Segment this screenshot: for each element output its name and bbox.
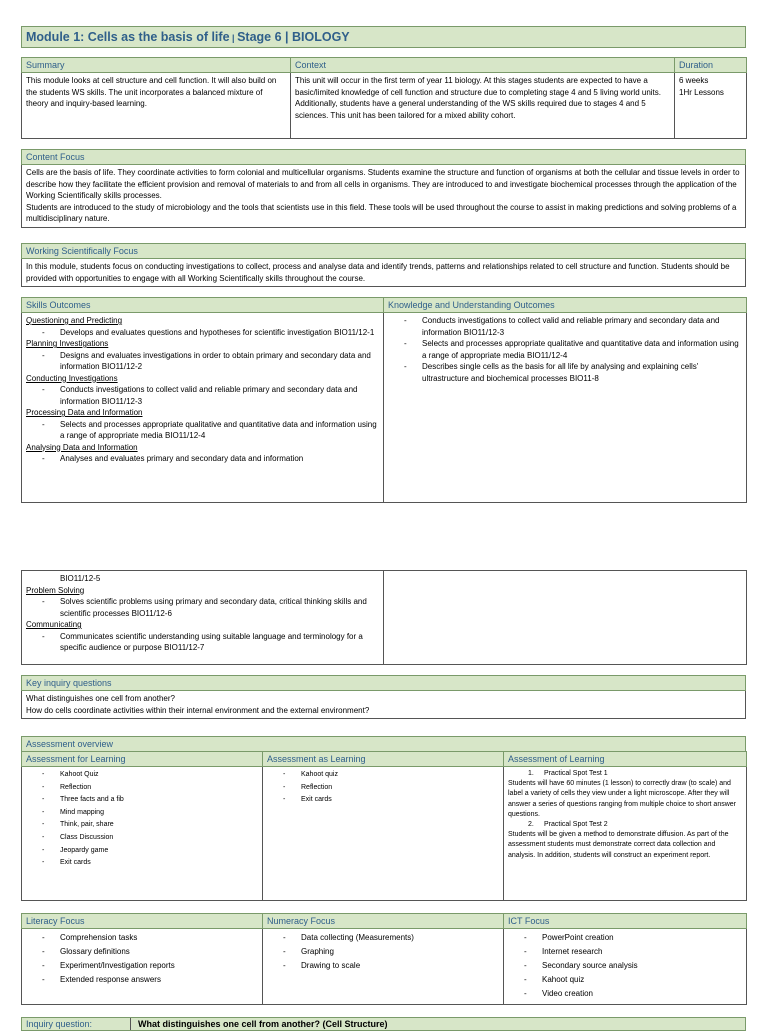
assessment-item: - Kahoot Quiz (26, 769, 258, 782)
duration-weeks: 6 weeks (679, 76, 709, 85)
inquiry-question: What distinguishes one cell from another? (26, 694, 175, 703)
inquiry-divider (130, 1018, 131, 1030)
assessment-as-heading: Assessment as Learning (263, 752, 504, 767)
skill-heading: Questioning and Predicting (26, 316, 123, 325)
summary-header: Summary (22, 58, 291, 73)
skill-heading: Planning Investigations (26, 339, 109, 348)
literacy-item: - Comprehension tasks (26, 931, 258, 945)
key-inquiry-section (21, 675, 746, 719)
title-separator: | (229, 33, 238, 43)
assessment-for-heading: Assessment for Learning (22, 752, 263, 767)
assessment-task-title: 1. Practical Spot Test 1 (508, 769, 742, 779)
context-header: Context (291, 58, 675, 73)
module-title: Module 1: Cells as the basis of life (26, 30, 230, 44)
literacy-focus-heading: Literacy Focus (22, 914, 263, 929)
content-focus-section (21, 149, 746, 228)
skill-heading: Analysing Data and Information (26, 442, 138, 452)
assessment-of-heading: Assessment of Learning (504, 752, 747, 767)
assessment-for-cell (22, 767, 263, 901)
assessment-section (21, 736, 746, 901)
assessment-item: - Class Discussion (26, 832, 258, 845)
stage-label: Stage 6 (237, 30, 282, 44)
skills-outcomes-cell (22, 313, 384, 503)
assessment-item: - Three facts and a fib (26, 794, 258, 807)
content-focus-body (21, 165, 746, 228)
inquiry-question: How do cells coordinate activities within their internal environment and the external environment? (26, 705, 370, 715)
page-title (21, 26, 746, 48)
ws-focus-section (21, 243, 746, 287)
assessment-item: - Jeopardy game (26, 845, 258, 858)
skills-outcomes-cell (22, 571, 384, 665)
assessment-item: - Reflection (26, 782, 258, 795)
skill-heading: Conducting Investigations (26, 373, 118, 383)
assessment-task-description: Students will be given a method to demonstrate diffusion. As part of the assessment students must demonstrate correct data collection and analysis. In addition, students will construct an experiment report. (508, 831, 729, 859)
summary-text: This module looks at cell structure and cell function. It will also build on the students WS skills. The unit incorporates a balanced mixture of theory and inquiry-based learning. (22, 73, 291, 139)
assessment-as-cell (263, 767, 504, 901)
duration-cell (675, 73, 747, 139)
ws-focus-heading: Working Scientifically Focus (21, 243, 746, 259)
literacy-item: - Experiment/Investigation reports (26, 959, 258, 973)
assessment-item: - Exit cards (267, 794, 499, 807)
assessment-task-description: Students will have 60 minutes (1 lesson) to correctly draw (to scale) and label a variety of cells they view under a light microscope. After they will answer a series of questions ranging from multiple choice to short answer questions. (508, 780, 736, 818)
assessment-task-title: 2. Practical Spot Test 2 (508, 820, 742, 830)
ws-focus-text: In this module, students focus on conducting investigations to collect, process and analyse data and identify trends, patterns and relationships related to cell structure and function. Students should be provided with opportunities to engage with all Working Scientifically skills throughout the course. (21, 259, 746, 287)
outcomes-continued-table (21, 570, 746, 665)
skill-outcome: - Designs and evaluates investigations in order to obtain primary and secondary data and information BIO11/12-2 (26, 350, 379, 373)
assessment-of-cell (504, 767, 747, 901)
outcomes-table (21, 297, 746, 503)
inquiry-question-text: What distinguishes one cell from another? (Cell Structure) (138, 1019, 388, 1029)
skill-outcome: - Selects and processes appropriate qualitative and quantitative data and information using a range of appropriate media BIO11/12-4 (26, 419, 379, 442)
ict-item: - Internet research (508, 945, 742, 959)
duration-lessons: 1Hr Lessons (679, 87, 724, 97)
assessment-item: - Think, pair, share (26, 819, 258, 832)
numeracy-item: - Data collecting (Measurements) (267, 931, 499, 945)
skill-heading: Processing Data and Information (26, 408, 143, 417)
subject-label: BIOLOGY (291, 30, 350, 44)
content-focus-heading: Content Focus (21, 149, 746, 165)
ict-focus-cell (504, 929, 747, 1005)
ku-outcomes-cell (384, 313, 747, 503)
content-focus-paragraph: Cells are the basis of life. They coordinate activities to form colonial and multicellular organisms. Students examine the structure and function of organisms at both the cellular and tissue levels in order to describe how they facilitate the efficient provision and removal of materials to and from all cells in organisms. They are introduced to and investigate biochemical processes through the application of the Working Scientifically skills processes. (26, 168, 740, 200)
ku-outcomes-heading: Knowledge and Understanding Outcomes (384, 298, 747, 313)
ict-item: - PowerPoint creation (508, 931, 742, 945)
assessment-item: - Kahoot quiz (267, 769, 499, 782)
numeracy-focus-cell (263, 929, 504, 1005)
context-text: This unit will occur in the first term of year 11 biology. At this stages students are expected to have a basic/limited knowledge of cell function and structure due to completing stage 4 and 5 living world units. Additionally, students have a general understanding of the WS skills required due to stages 4 and 5 sciences. This unit has been tailored for a mixed ability cohort. (291, 73, 675, 139)
numeracy-item: - Graphing (267, 945, 499, 959)
skill-outcome-cont: BIO11/12-5 (60, 574, 101, 583)
key-inquiry-heading: Key inquiry questions (21, 675, 746, 691)
assessment-item: - Mind mapping (26, 807, 258, 820)
literacy-item: - Glossary definitions (26, 945, 258, 959)
ku-outcome: - Describes single cells as the basis for all life by analysing and explaining cells' ultrastructure and biochemical processes BIO11-8 (388, 361, 742, 384)
summary-table (21, 57, 746, 139)
skill-outcome: - Analyses and evaluates primary and secondary data and information (26, 453, 379, 465)
assessment-item: - Exit cards (26, 857, 258, 870)
inquiry-question-label: Inquiry question: (26, 1019, 93, 1029)
literacy-focus-cell (22, 929, 263, 1005)
skill-outcome: - Conducts investigations to collect valid and reliable primary and secondary data and information BIO11/12-3 (26, 384, 379, 407)
numeracy-item: - Drawing to scale (267, 959, 499, 973)
ict-item: - Kahoot quiz (508, 973, 742, 987)
skill-heading: Communicating (26, 620, 82, 629)
numeracy-focus-heading: Numeracy Focus (263, 914, 504, 929)
key-inquiry-body (21, 691, 746, 719)
skill-outcome: - Solves scientific problems using primary and secondary data, critical thinking skills and scientific processes BIO11/12-6 (26, 596, 379, 619)
focus-table (21, 913, 746, 1005)
ku-outcomes-cell-empty (384, 571, 747, 665)
inquiry-question-row (21, 1017, 746, 1031)
skills-outcomes-heading: Skills Outcomes (22, 298, 384, 313)
skill-outcome: - Develops and evaluates questions and hypotheses for scientific investigation BIO11/12-1 (26, 327, 379, 339)
duration-header: Duration (675, 58, 747, 73)
ict-item: - Video creation (508, 987, 742, 1001)
assessment-heading: Assessment overview (21, 736, 746, 751)
ku-outcome: - Conducts investigations to collect valid and reliable primary and secondary data and information BIO11/12-3 (388, 315, 742, 338)
literacy-item: - Extended response answers (26, 973, 258, 987)
assessment-item: - Reflection (267, 782, 499, 795)
title-separator: | (281, 30, 292, 44)
skill-outcome: - Communicates scientific understanding using suitable language and terminology for a specific audience or purpose BIO11/12-7 (26, 631, 379, 654)
ict-focus-heading: ICT Focus (504, 914, 747, 929)
ict-item: - Secondary source analysis (508, 959, 742, 973)
skill-heading: Problem Solving (26, 585, 85, 595)
content-focus-paragraph: Students are introduced to the study of microbiology and the tools that scientists use in this field. These tools will be used throughout the course to assist in making predictions and solving problems of a multidisciplinary nature. (26, 202, 737, 223)
ku-outcome: - Selects and processes appropriate qualitative and quantitative data and information using a range of appropriate media BIO11/12-4 (388, 338, 742, 361)
